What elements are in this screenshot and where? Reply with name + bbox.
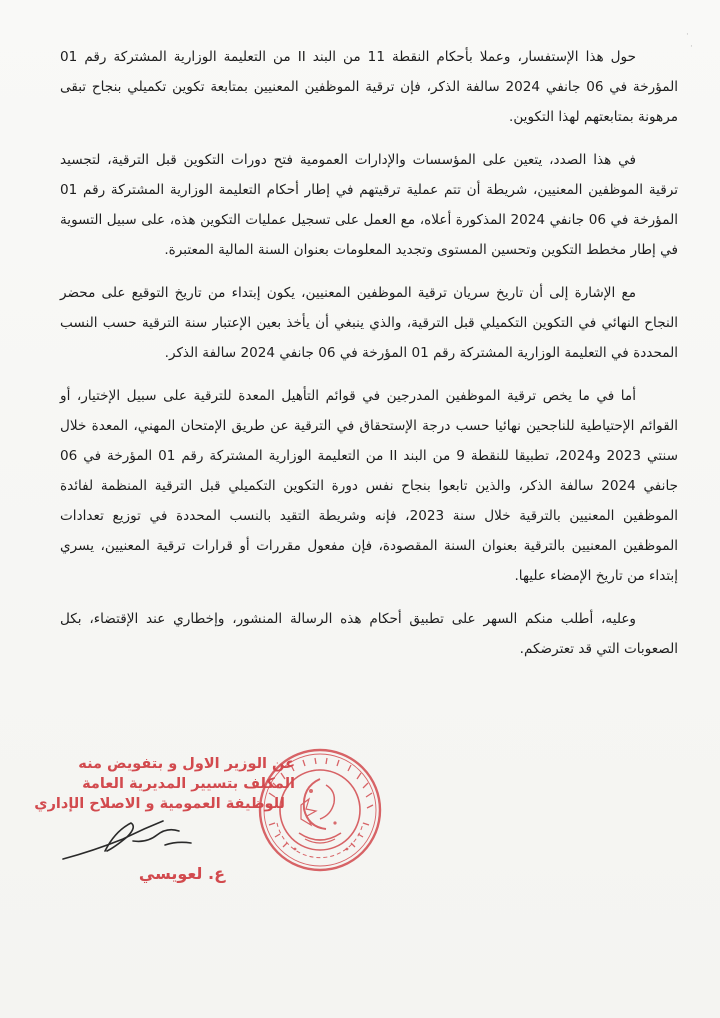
handwritten-signature-icon <box>45 811 215 871</box>
signatory-title-line: المكلف بتسيير المديرية العامة <box>82 776 295 792</box>
paragraph-4: أما في ما يخص ترقية الموظفين المدرجين في قوائم التأهيل المعدة للترقية على سبيل الإختيار، أو القوائم الإحتياطية للناجحين نهائيا حسب درجة الإستحقاق في الترقية عن طريق الإمتحان المهني، المعدة خلال سنتي 2023 و2024، تطبيقا للنقطة 9 من البند II من التعليمة الوزارية المشتركة رقم 01 المؤرخة في 06 جانفي 2024 سالفة الذكر، والذين تابعوا بنجاح نفس دورة التكوين التكميلي قبل الترقية المنظمة لفائدة الموظفين المعنيين بالترقية خلال سنة 2023، فإنه وشريطة التقيد بالنسب المحددة في توزيع تعدادات الموظفين المعنيين بالترقية بعنوان السنة المقصودة، فإن مفعول مقررات أو قرارات ترقية المعنيين، يسري إبتداء من تاريخ الإمضاء عليها. <box>60 388 678 584</box>
scan-speck: · <box>686 30 689 40</box>
document-body <box>60 42 678 677</box>
paragraph-1: حول هذا الإستفسار، وعملا بأحكام النقطة 11 من البند II من التعليمة الوزارية المشتركة رقم 01 المؤرخة في 06 جانفي 2024 سالفة الذكر، فإن ترقية الموظفين المعنيين بمتابعة تكوين تكميلي بنجاح تبقى مرهونة بمتابعتهم لهذا التكوين. <box>60 49 678 125</box>
scan-speck: · <box>690 42 693 52</box>
paragraph-2: في هذا الصدد، يتعين على المؤسسات والإدارات العمومية فتح دورات التكوين قبل الترقية، لتجسيد ترقية الموظفين المعنيين، شريطة أن تتم عملية ترقيتهم في إطار أحكام التعليمة الوزارية المشتركة رقم 01 المؤرخة في 06 جانفي 2024 المذكورة أعلاه، مع العمل على تسجيل عمليات التكوين هذه، على سبيل التسوية في إطار مخطط التكوين وتحسين المستوى وتجديد المعلومات بعنوان السنة المالية المعتبرة. <box>60 152 678 258</box>
paragraph-5: وعليه، أطلب منكم السهر على تطبيق أحكام هذه الرسالة المنشور، وإخطاري عند الإقتضاء، بكل الصعوبات التي قد تعترضكم. <box>60 611 678 657</box>
signatory-name: ع. لعويسي <box>138 864 225 883</box>
signatory-department-line: للوظيفة العمومية و الاصلاح الإداري <box>34 796 285 812</box>
paragraph-3: مع الإشارة إلى أن تاريخ سريان ترقية الموظفين المعنيين، يكون إبتداء من تاريخ التوقيع على محضر النجاح النهائي في التكوين التكميلي قبل الترقية، والذي ينبغي أن يأخذ بعين الإعتبار سنة الترقية حسب النسب المحددة في التعليمة الوزارية المشتركة رقم 01 المؤرخة في 06 جانفي 2024 سالفة الذكر. <box>60 285 678 361</box>
signature-block <box>34 756 295 896</box>
signatory-authority-line: عن الوزير الاول و بتفويض منه <box>78 756 295 772</box>
